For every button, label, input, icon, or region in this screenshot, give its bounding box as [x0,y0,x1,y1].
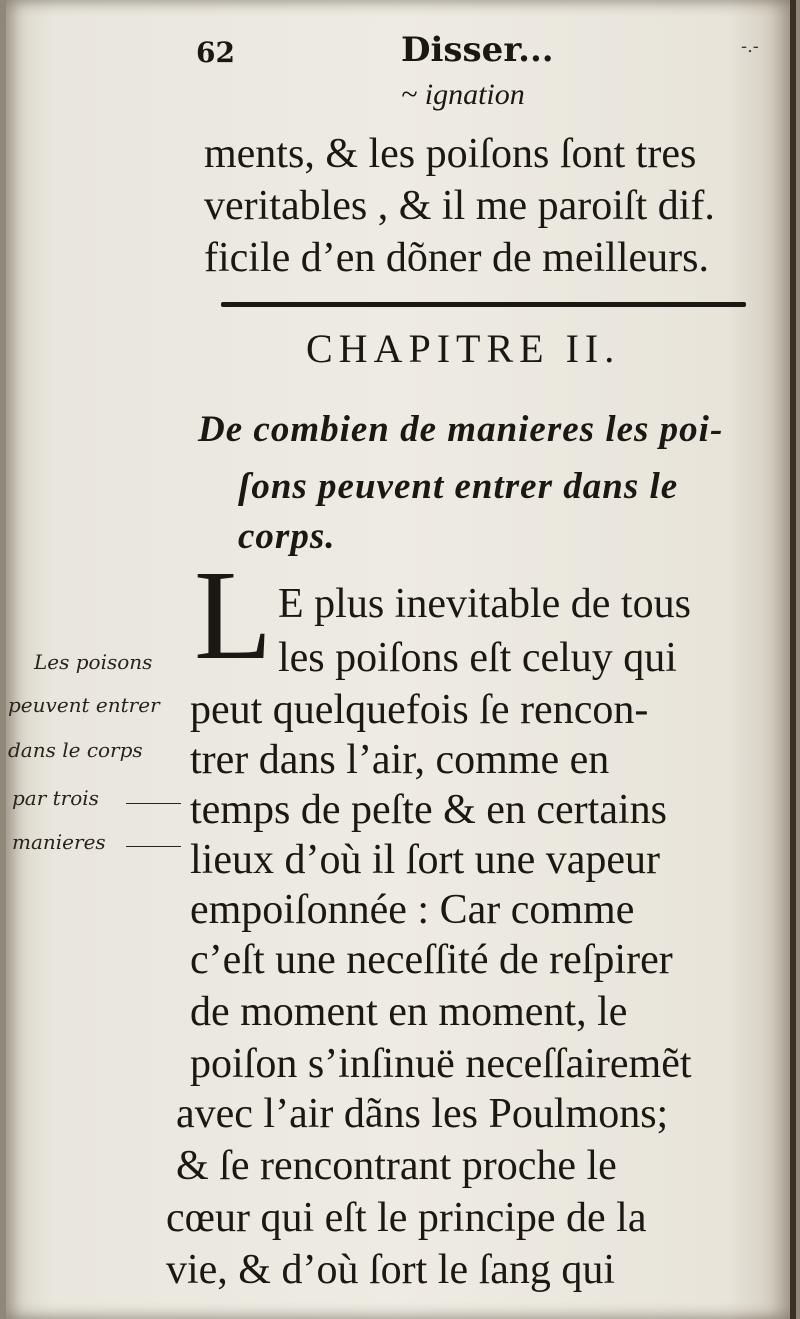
book-page [6,0,790,1319]
chapter-subtitle-line: ſons peuvent entrer dans le [238,466,679,507]
text-line: lieux d’où il ſort une vapeur [190,837,661,883]
text-line: veritables , & il me paroiſt dif. [204,183,715,229]
margin-note-line: dans le corps [8,738,143,762]
text-line: ficile d’en dõner de meilleurs. [204,235,709,281]
margin-note-line: peuvent entrer [8,693,160,717]
running-title: Disser... [401,30,554,70]
text-line: ments, & les poiſons ſont tres [204,131,697,177]
handwritten-header-note: ~ ignation [401,78,525,111]
chapter-subtitle-line: corps. [238,516,336,557]
text-line: les poiſons eſt celuy qui [278,635,677,681]
text-line: trer dans l’air, comme en [190,737,610,783]
margin-note-line: manieres [12,830,106,854]
margin-leader-line [126,803,181,804]
text-line: E plus inevitable de tous [278,581,691,627]
margin-note-line: Les poisons [34,650,153,674]
text-line: de moment en moment, le [190,989,628,1035]
drop-cap: L [194,544,273,686]
text-line: avec l’air dãns les Poulmons; [176,1091,669,1137]
margin-leader-line [126,846,181,847]
corner-mark: -.- [741,36,759,57]
text-line: c’eſt une neceſſité de reſpirer [190,937,673,983]
chapter-subtitle-line: De combien de manieres les poi- [198,409,724,450]
text-line: peut quelquefois ſe rencon- [190,687,649,733]
section-rule [221,302,746,307]
chapter-title: CHAPITRE II. [306,326,621,371]
text-line: & ſe rencontrant proche le [176,1143,617,1189]
text-line: poiſon s’inſinuë neceſſairemẽt [190,1041,692,1087]
margin-note-line: par trois [12,786,99,810]
text-line: empoiſonnée : Car comme [190,887,635,933]
text-line: cœur qui eſt le principe de la [166,1195,647,1241]
page-number: 62 [196,36,235,69]
text-line: vie, & d’où ſort le ſang qui [166,1247,616,1293]
text-line: temps de peſte & en certains [190,787,667,833]
